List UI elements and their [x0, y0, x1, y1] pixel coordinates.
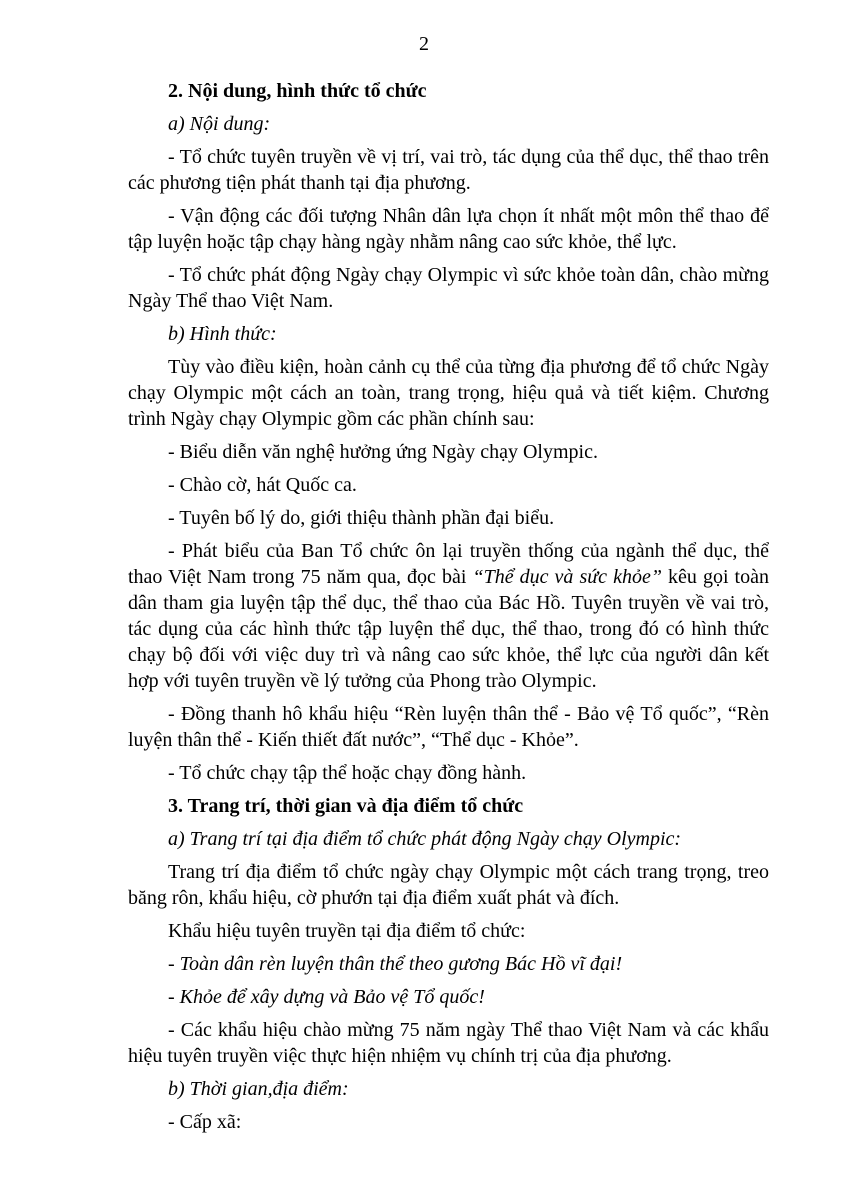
- form-item-1: - Biểu diễn văn nghệ hưởng ứng Ngày chạy Olympic.: [168, 441, 598, 463]
- content-item-2: - Vận động các đối tượng Nhân dân lựa chọn ít nhất một môn thể thao để tập luyện hoặc tập chạy hàng ngày nhằm nâng cao sức khỏe, thể lực.: [128, 205, 769, 253]
- slogan-1: [128, 951, 769, 977]
- slogan-1-text: Toàn dân rèn luyện thân thể theo gương Bác Hồ vĩ đại!: [179, 953, 623, 975]
- decor-subheading: a) Trang trí tại địa điểm tổ chức phát động Ngày chạy Olympic:: [168, 828, 682, 850]
- other-slogans-item: - Các khẩu hiệu chào mừng 75 năm ngày Thể thao Việt Nam và các khẩu hiệu tuyên truyền việc thực hiện nhiệm vụ chính trị của địa phương.: [128, 1019, 769, 1067]
- content-item-3: - Tổ chức phát động Ngày chạy Olympic vì sức khỏe toàn dân, chào mừng Ngày Thể thao Việt Nam.: [128, 264, 769, 312]
- slogan-2: [128, 984, 769, 1010]
- document-body: [128, 78, 769, 1135]
- form-subheading: b) Hình thức:: [168, 323, 277, 345]
- speech-title: “Thể dục và sức khỏe”: [472, 566, 662, 588]
- form-item-2: - Chào cờ, hát Quốc ca.: [168, 474, 357, 496]
- speech-item: [128, 538, 769, 694]
- speech-text-before: - Phát biểu của Ban Tổ chức ôn lại truyền thống của ngành thể dục, thể thao Việt Nam trong 75 năm qua, đọc bài: [128, 540, 769, 588]
- commune-item: - Cấp xã:: [168, 1111, 242, 1133]
- slogan-2-text: Khỏe để xây dựng và Bảo vệ Tổ quốc!: [179, 986, 485, 1008]
- group-run-item: - Tổ chức chạy tập thể hoặc chạy đồng hành.: [168, 762, 527, 784]
- decor-text: Trang trí địa điểm tổ chức ngày chạy Olympic một cách trang trọng, treo băng rôn, khẩu hiệu, cờ phướn tại địa điểm xuất phát và đích.: [128, 861, 769, 909]
- section-3-heading: 3. Trang trí, thời gian và địa điểm tổ chức: [168, 795, 524, 817]
- section-2-heading: 2. Nội dung, hình thức tổ chức: [168, 80, 427, 102]
- time-subheading: b) Thời gian,địa điểm:: [168, 1078, 349, 1100]
- slogan-1-dash: -: [168, 953, 180, 975]
- page-number: 2: [419, 33, 429, 55]
- slogan-item: - Đồng thanh hô khẩu hiệu “Rèn luyện thân thể - Bảo vệ Tổ quốc”, “Rèn luyện thân thể - Kiến thiết đất nước”, “Thể dục - Khỏe”.: [128, 703, 769, 751]
- form-item-3: - Tuyên bố lý do, giới thiệu thành phần đại biểu.: [168, 507, 555, 529]
- slogans-intro: Khẩu hiệu tuyên truyền tại địa điểm tổ chức:: [168, 920, 526, 942]
- form-intro: Tùy vào điều kiện, hoàn cảnh cụ thể của từng địa phương để tổ chức Ngày chạy Olympic một cách an toàn, trang trọng, hiệu quả và tiết kiệm. Chương trình Ngày chạy Olympic gồm các phần chính sau:: [128, 356, 769, 430]
- content-item-1: - Tổ chức tuyên truyền về vị trí, vai trò, tác dụng của thể dục, thể thao trên các phương tiện phát thanh tại địa phương.: [128, 146, 769, 194]
- slogan-2-dash: -: [168, 986, 180, 1008]
- speech-text-after: kêu gọi toàn dân tham gia luyện tập thể dục, thể thao của Bác Hồ. Tuyên truyền về vai trò, tác dụng của các hình thức tập luyện thể dục, thể thao, trong đó có hình thức chạy bộ đối với việc duy trì và nâng cao sức khỏe, thể lực của người dân kết hợp với tuyên truyền về lý tưởng của Phong trào Olympic.: [128, 566, 769, 692]
- content-subheading: a) Nội dung:: [168, 113, 271, 135]
